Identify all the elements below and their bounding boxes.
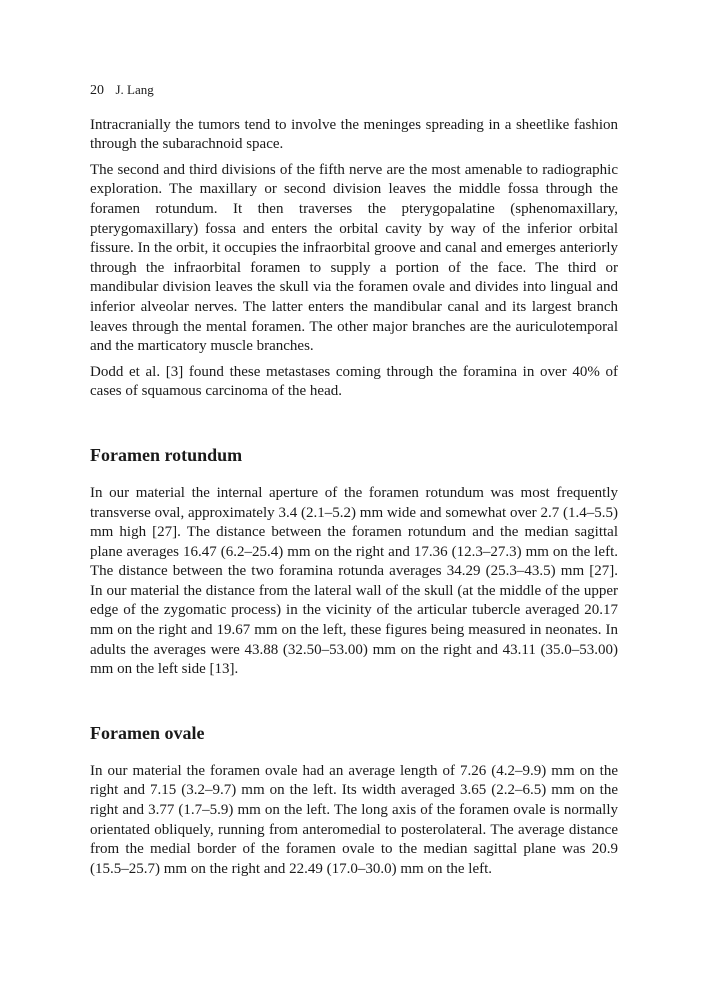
page-body bbox=[90, 80, 618, 885]
running-head bbox=[90, 80, 618, 101]
section-paragraph-foramen-rotundum: In our material the internal aperture of the foramen rotundum was most frequently transverse oval, approximately 3.4 (2.1–5.2) mm wide and somewhat over 2.7 (1.4–5.5) mm high [27]. The distance between the foramen rotundum and the median sagittal plane averages 16.47 (6.2–25.4) mm on the right and 17.36 (12.3–27.3) mm on the left. The distance between the two foramina rotunda averages 34.29 (25.3–43.5) mm [27]. In our material the distance from the lateral wall of the skull (at the middle of the upper edge of the zygomatic process) in the vicinity of the articular tubercle averaged 20.17 mm on the right and 19.67 mm on the left, these figures being measured in neonates. In adults the averages were 43.88 (32.50–53.00) mm on the right and 43.11 (35.0–53.00) mm on the left side [13]. bbox=[90, 484, 618, 678]
intro-paragraph-2: The second and third divisions of the fifth nerve are the most amenable to radiographic exploration. The maxillary or second division leaves the middle fossa through the foramen rotundum. It then traverses the pterygopalatine (sphenomaxillary, pterygomaxillary) fossa and enters the orbital cavity by way of the inferior orbital fissure. In the orbit, it occupies the infraorbital groove and canal and emerges anteriorly through the infraorbital foramen to supply a portion of the face. The third or mandibular division leaves the skull via the foramen ovale and divides into lingual and inferior alveolar nerves. The latter enters the mandibular canal and its largest branch leaves through the mental foramen. The other major branches are the auriculotemporal and the marticatory muscle branches. bbox=[90, 161, 618, 355]
section-foramen-rotundum bbox=[90, 444, 618, 680]
section-foramen-ovale bbox=[90, 722, 618, 880]
section-heading-foramen-rotundum: Foramen rotundum bbox=[90, 444, 243, 465]
section-paragraph-foramen-ovale: In our material the foramen ovale had an average length of 7.26 (4.2–9.9) mm on the right and 7.15 (3.2–9.7) mm on the left. Its width averaged 3.65 (2.2–6.5) mm on the right and 3.77 (1.7–5.9) mm on the left. The long axis of the foramen ovale is normally orientated obliquely, running from anteromedial to posterolateral. The average distance from the medial border of the foramen ovale to the median sagittal plane was 20.9 (15.5–25.7) mm on the right and 22.49 (17.0–30.0) mm on the left. bbox=[90, 762, 618, 877]
intro-paragraph-3: Dodd et al. [3] found these metastases coming through the foramina in over 40% of cases of squamous carcinoma of the head. bbox=[90, 363, 618, 400]
section-heading-foramen-ovale: Foramen ovale bbox=[90, 722, 205, 743]
intro-paragraph-1: Intracranially the tumors tend to involve the meninges spreading in a sheetlike fashion through the subarachnoid space. bbox=[90, 116, 618, 153]
running-head-author: J. Lang bbox=[115, 82, 154, 97]
page-number: 20 bbox=[90, 83, 104, 98]
